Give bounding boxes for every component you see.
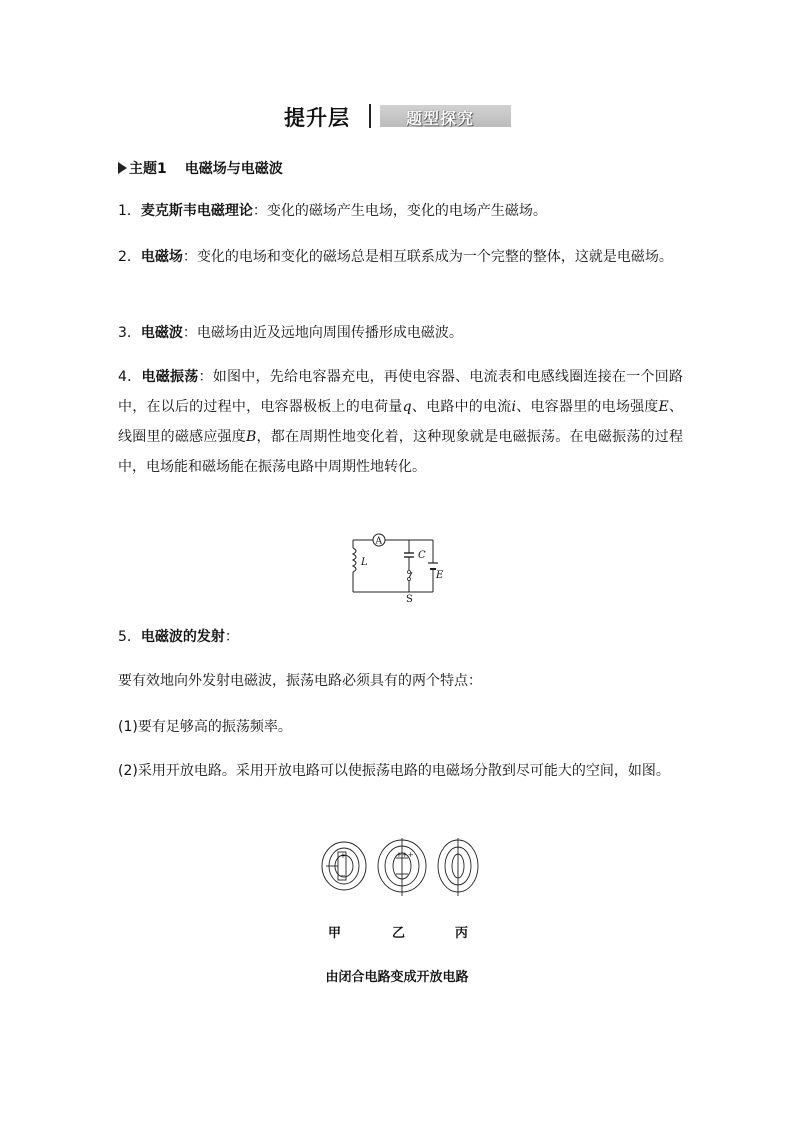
var-E: E [658,399,669,415]
item-text: 、电路中的电流 [411,399,512,415]
inductor-label: L [361,557,368,568]
item-number: 1． [118,203,141,219]
var-B: B [246,429,257,445]
header-divider [369,104,371,128]
section-badge-text: 题型探究 [406,109,475,128]
item-3 [118,318,683,348]
item-5 [118,622,683,652]
figure-caption: 由闭合电路变成开放电路 [325,970,469,985]
item-text: ，都在周期性地变化着，这种现象就是电磁振荡。在电磁振荡的过程中，电场能和磁场能在振荡电路中周期性地转化。 [118,429,684,475]
item-number: 4． [118,369,142,385]
switch-label: S [406,594,413,602]
figure-bing [438,838,478,896]
section-title: 提升层 [284,106,350,130]
var-q: q [402,399,412,415]
open-circuit-figure [318,838,484,898]
svg-text:+: + [340,852,346,860]
figure-label-bing: 丙 [455,926,469,941]
section-badge [380,105,511,127]
svg-text:−: − [340,872,346,880]
section-header [0,100,794,132]
launch-point-1: (1)要有足够高的振荡频率。 [118,719,292,735]
item-number: 2． [118,249,141,265]
topic-heading [118,158,283,178]
item-4 [118,362,683,482]
var-i: i [511,399,516,415]
capacitor-label: C [418,550,426,561]
item-text: ：电磁场由近及远地向周围传播形成电磁波。 [182,325,463,341]
battery-label: E [436,570,444,581]
item-1 [118,196,683,226]
topic-label: 主题1 [129,161,167,177]
item-2 [118,242,683,272]
svg-text:+++: +++ [396,851,414,859]
item-text: 、电容器里的电场强度 [515,399,659,415]
switch-pivot [408,578,411,581]
figure-label-yi: 乙 [392,926,406,941]
launch-intro: 要有效地向外发射电磁波，振荡电路必须具有的两个特点： [118,673,482,689]
item-text: ：变化的磁场产生电场，变化的电场产生磁场。 [252,203,547,219]
item-number: 3． [118,325,141,341]
switch-contact [408,571,411,574]
lc-circuit-diagram [343,532,453,602]
item-text: ：如图中，先给电容器充电，再使电容器、电流表和电感线圈连接在一个回路中，在以后的过程中，电容器极板上的电荷量 [118,369,684,415]
item-heading: 麦克斯韦电磁理论 [140,203,253,219]
topic-name: 电磁场与电磁波 [184,161,283,177]
item-heading: 电磁场 [140,249,183,265]
figure-jia [322,842,366,890]
item-heading: 电磁振荡 [141,369,199,385]
item-text: ： [224,629,239,645]
ammeter-label: A [375,536,382,547]
item-text: 、线圈里的磁感应强度 [118,399,684,445]
launch-point-2: (2)采用开放电路。采用开放电路可以使振荡电路的电磁场分散到尽可能大的空间，如图。 [118,763,670,779]
item-number: 5． [118,629,141,645]
item-heading: 电磁波的发射 [140,629,225,645]
item-text: ：变化的电场和变化的磁场总是相互联系成为一个完整的整体，这就是电磁场。 [182,249,673,265]
item-heading: 电磁波 [140,325,183,341]
play-triangle-icon [118,162,127,174]
figure-yi [378,838,426,896]
figure-label-jia: 甲 [328,926,342,941]
